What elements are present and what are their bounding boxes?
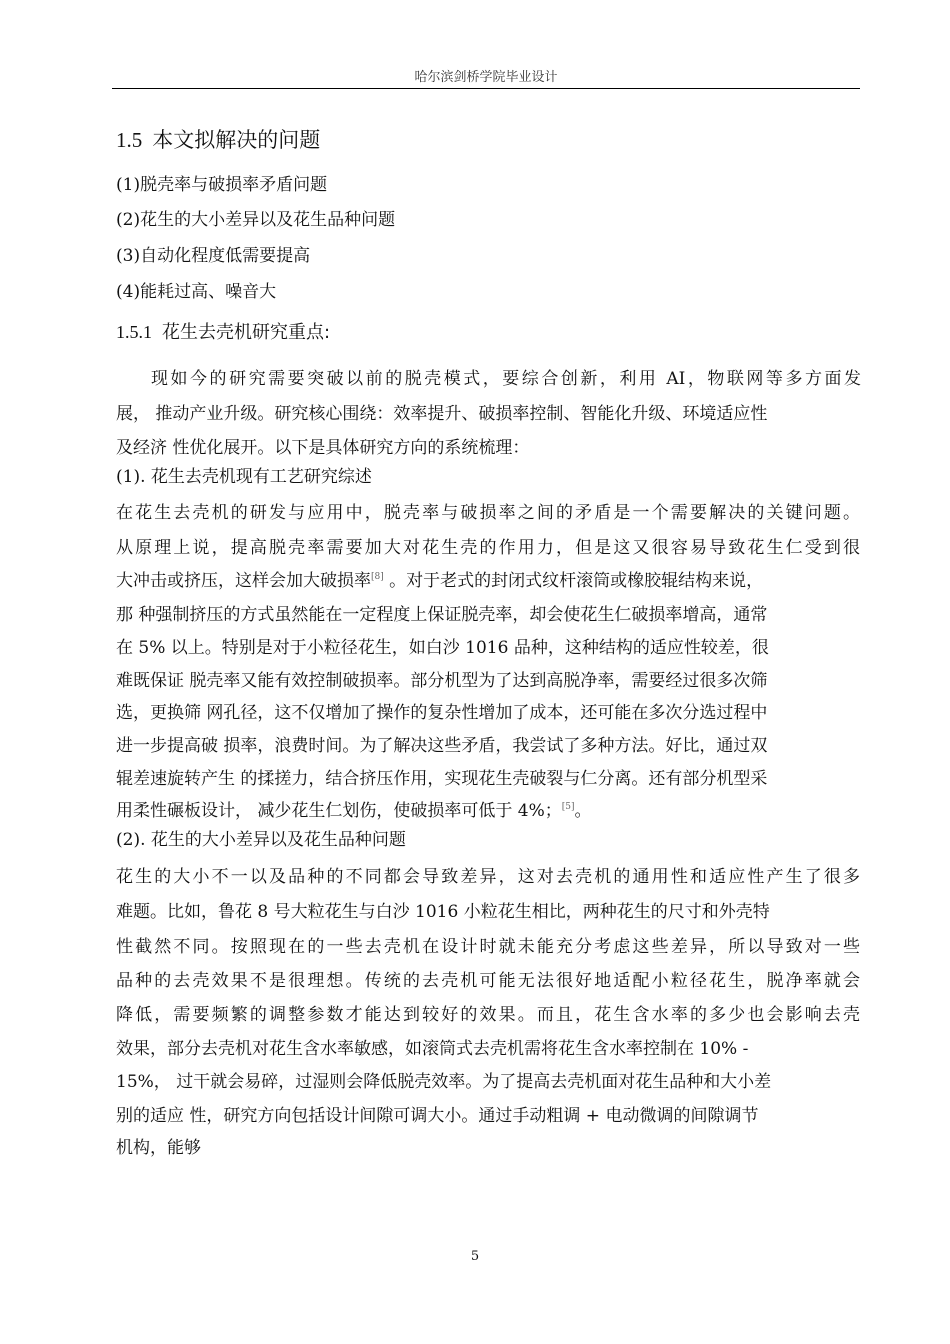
body-line: 花生的大小不一以及品种的不同都会导致差异，这对去壳机的通用性和适应性产生了很多	[116, 867, 860, 887]
subsection-heading	[116, 318, 330, 344]
page-number: 5	[470, 1249, 480, 1264]
body-line: 机构，能够	[116, 1138, 201, 1158]
body-line: 进一步提高破 损率，浪费时间。为了解决这些矛盾，我尝试了多种方法。好比，通过双	[116, 736, 768, 756]
body-line: 在花生去壳机的研发与应用中，脱壳率与破损率之间的矛盾是一个需要解决的关键问题。	[116, 503, 860, 523]
body-line: 性截然不同。按照现在的一些去壳机在设计时就未能充分考虑这些差异，所以导致对一些	[116, 937, 860, 957]
section-title: 本文拟解决的问题	[152, 128, 321, 152]
body-line	[116, 566, 763, 591]
body-line: 及经济 性优化展开。以下是具体研究方向的系统梳理：	[116, 438, 530, 458]
body-line: 现如今的研究需要突破以前的脱壳模式，要综合创新，利用 AI，物联网等多方面发	[151, 369, 861, 389]
body-text: 。对于老式的封闭式纹杆滚筒或橡胶辊结构来说，	[383, 571, 764, 591]
body-line: 选，更换筛 网孔径，这不仅增加了操作的复杂性增加了成本，还可能在多次分选过程中	[116, 703, 768, 723]
body-line: 降低，需要频繁的调整参数才能达到较好的效果。而且，花生含水率的多少也会影响去壳	[116, 1005, 860, 1025]
body-line: 在 5% 以上。特别是对于小粒径花生，如白沙 1016 品种，这种结构的适应性较差，很	[116, 638, 769, 658]
body-line: 难题。比如，鲁花 8 号大粒花生与白沙 1016 小粒花生相比，两种花生的尺寸和外壳特	[116, 902, 770, 922]
body-line: 品种的去壳效果不是很理想。传统的去壳机可能无法很好地适配小粒径花生，脱净率就会	[116, 971, 860, 991]
running-header: 哈尔滨剑桥学院毕业设计	[414, 70, 558, 85]
body-line: 15%， 过干就会易碎，过湿则会降低脱壳效率。为了提高去壳机面对花生品种和大小差	[116, 1072, 772, 1092]
problem-item: (3)自动化程度低需要提高	[116, 246, 311, 266]
body-line: 展， 推动产业升级。研究核心围绕：效率提升、破损率控制、智能化升级、环境适应性	[116, 404, 768, 424]
problem-item: (4)能耗过高、噪音大	[116, 282, 277, 302]
citation: [5]	[561, 802, 575, 812]
section-heading	[116, 124, 320, 154]
body-text: 。	[574, 801, 592, 821]
subheading-1: (1). 花生去壳机现有工艺研究综述	[116, 467, 372, 487]
body-line: 辊差速旋转产生 的揉搓力，结合挤压作用，实现花生壳破裂与仁分离。还有部分机型采	[116, 769, 768, 789]
body-text: 大冲击或挤压，这样会加大破损率	[116, 571, 371, 591]
body-line	[116, 796, 592, 821]
body-line: 那 种强制挤压的方式虽然能在一定程度上保证脱壳率，却会使花生仁破损率增高，通常	[116, 605, 768, 625]
subsection-number: 1.5.1	[116, 322, 152, 342]
body-line: 从原理上说，提高脱壳率需要加大对花生壳的作用力，但是这又很容易导致花生仁受到很	[116, 538, 860, 558]
body-line: 别的适应 性，研究方向包括设计间隙可调大小。通过手动粗调 + 电动微调的间隙调节	[116, 1106, 759, 1126]
problem-item: (1)脱壳率与破损率矛盾问题	[116, 175, 328, 195]
body-line: 效果，部分去壳机对花生含水率敏感，如滚筒式去壳机需将花生含水率控制在 10% -	[116, 1039, 749, 1059]
subsection-title: 花生去壳机研究重点:	[162, 322, 331, 343]
citation: [8]	[371, 572, 384, 582]
subheading-2: (2). 花生的大小差异以及花生品种问题	[116, 830, 406, 850]
body-text: 用柔性碾板设计， 减少花生仁划伤，使破损率可低于 4%；	[116, 801, 562, 821]
header-rule	[112, 88, 860, 89]
body-line: 难既保证 脱壳率又能有效控制破损率。部分机型为了达到高脱净率，需要经过很多次筛	[116, 671, 768, 691]
problem-item: (2)花生的大小差异以及花生品种问题	[116, 210, 396, 230]
section-number: 1.5	[116, 128, 143, 152]
